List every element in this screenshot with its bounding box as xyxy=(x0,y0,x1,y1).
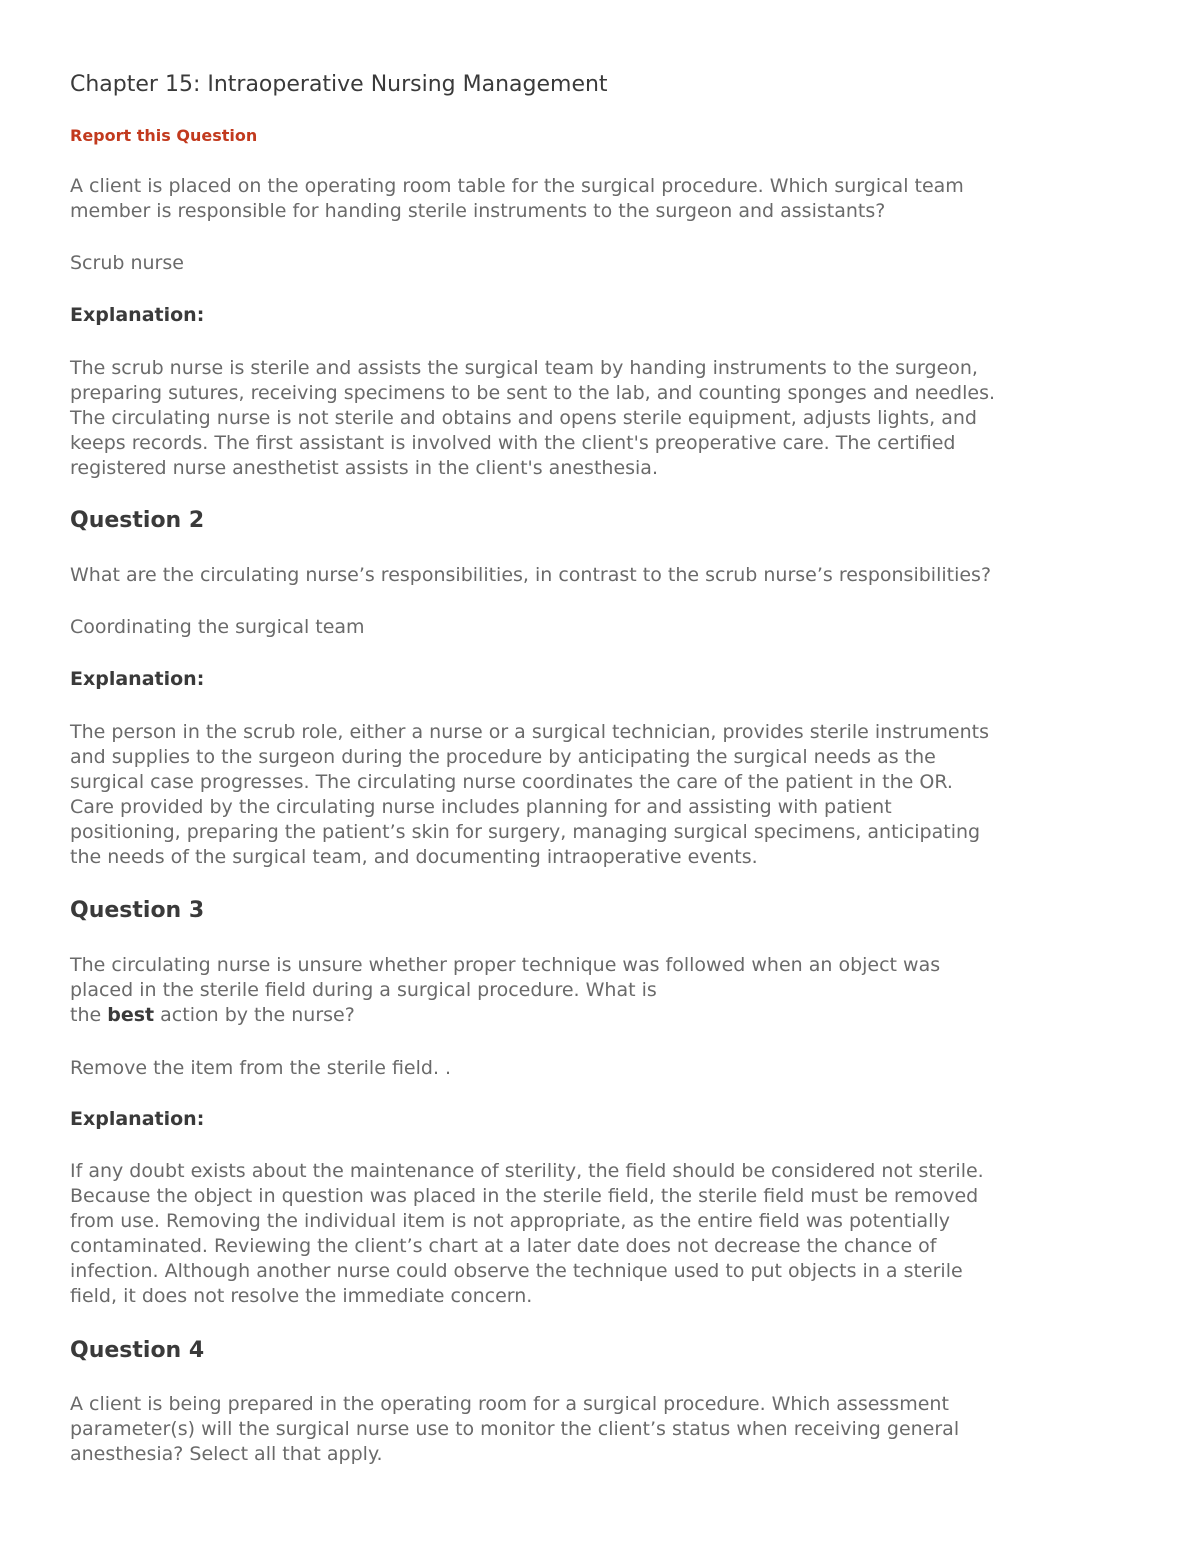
explanation-line: from use. Removing the individual item is not appropriate, as the entire field was potentially xyxy=(70,1210,950,1232)
explanation-line: If any doubt exists about the maintenance of sterility, the field should be considered not sterile. xyxy=(70,1160,984,1182)
question-3-text xyxy=(70,953,940,1028)
question-2-line: What are the circulating nurse’s responsibilities, in contrast to the scrub nurse’s responsibilities? xyxy=(70,564,992,586)
question-3-suffix: action by the nurse? xyxy=(154,1004,355,1026)
question-1-text xyxy=(70,174,964,224)
question-2-answer: Coordinating the surgical team xyxy=(70,616,365,638)
explanation-line: registered nurse anesthetist assists in the client's anesthesia. xyxy=(70,457,658,479)
explanation-line: positioning, preparing the patient’s skin for surgery, managing surgical specimens, anticipating xyxy=(70,821,981,843)
explanation-line: the needs of the surgical team, and documenting intraoperative events. xyxy=(70,846,758,868)
question-1-line: member is responsible for handing sterile instruments to the surgeon and assistants? xyxy=(70,200,886,222)
question-3-answer: Remove the item from the sterile field. . xyxy=(70,1057,452,1079)
explanation-line: preparing sutures, receiving specimens to be sent to the lab, and counting sponges and needles. xyxy=(70,382,996,404)
explanation-line: Because the object in question was placed in the sterile field, the sterile field must be removed xyxy=(70,1185,979,1207)
question-1-answer: Scrub nurse xyxy=(70,252,184,274)
question-1-explanation-label: Explanation: xyxy=(70,304,205,326)
question-3-explanation-label: Explanation: xyxy=(70,1108,205,1130)
question-3-emphasis: best xyxy=(107,1004,155,1026)
question-3-explanation xyxy=(70,1159,984,1309)
question-4-line: parameter(s) will the surgical nurse use to monitor the client’s status when receiving general xyxy=(70,1418,960,1440)
chapter-title: Chapter 15: Intraoperative Nursing Management xyxy=(70,72,608,97)
question-4-line: A client is being prepared in the operating room for a surgical procedure. Which assessment xyxy=(70,1393,949,1415)
question-2-explanation xyxy=(70,720,989,870)
explanation-line: and supplies to the surgeon during the procedure by anticipating the surgical needs as the xyxy=(70,746,936,768)
question-2-explanation-label: Explanation: xyxy=(70,668,205,690)
explanation-line: The scrub nurse is sterile and assists the surgical team by handing instruments to the surgeon, xyxy=(70,357,978,379)
question-2-heading: Question 2 xyxy=(70,508,205,533)
explanation-line: The person in the scrub role, either a nurse or a surgical technician, provides sterile instruments xyxy=(70,721,989,743)
explanation-line: Care provided by the circulating nurse includes planning for and assisting with patient xyxy=(70,796,892,818)
question-3-line xyxy=(70,1003,940,1028)
question-4-heading: Question 4 xyxy=(70,1338,205,1363)
explanation-line: The circulating nurse is not sterile and obtains and opens sterile equipment, adjusts lights, and xyxy=(70,407,977,429)
question-1-line: A client is placed on the operating room table for the surgical procedure. Which surgical team xyxy=(70,175,964,197)
explanation-line: contaminated. Reviewing the client’s chart at a later date does not decrease the chance of xyxy=(70,1235,937,1257)
question-3-line: The circulating nurse is unsure whether proper technique was followed when an object was xyxy=(70,954,941,976)
question-4-text xyxy=(70,1392,959,1467)
question-3-prefix: the xyxy=(70,1004,108,1026)
question-2-text xyxy=(70,563,991,588)
question-3-heading: Question 3 xyxy=(70,898,205,923)
explanation-line: infection. Although another nurse could observe the technique used to put objects in a sterile xyxy=(70,1260,963,1282)
question-4-line: anesthesia? Select all that apply. xyxy=(70,1443,383,1465)
explanation-line: surgical case progresses. The circulating nurse coordinates the care of the patient in the OR. xyxy=(70,771,953,793)
explanation-line: field, it does not resolve the immediate concern. xyxy=(70,1285,533,1307)
question-1-explanation xyxy=(70,356,995,481)
report-question-link[interactable]: Report this Question xyxy=(70,126,258,145)
question-3-line: placed in the sterile field during a surgical procedure. What is xyxy=(70,979,657,1001)
explanation-line: keeps records. The first assistant is involved with the client's preoperative care. The certified xyxy=(70,432,956,454)
